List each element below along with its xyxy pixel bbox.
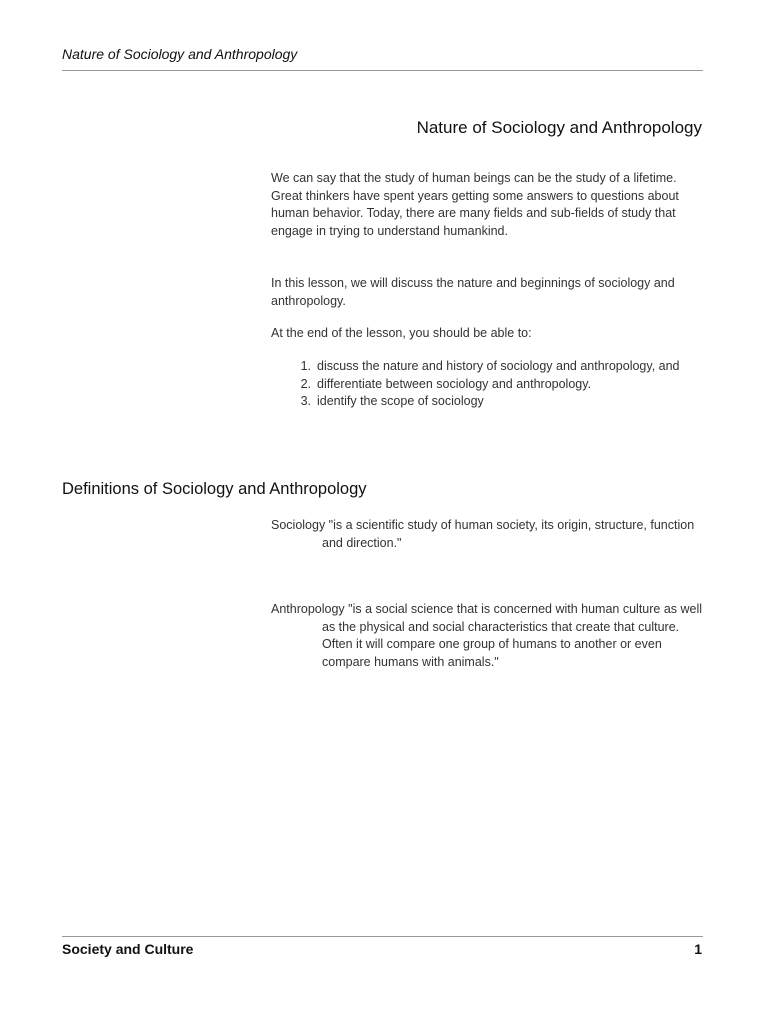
list-item	[271, 393, 703, 411]
list-item-number: 1.	[300, 359, 311, 373]
list-item-number: 3.	[300, 394, 311, 408]
lesson-paragraph: In this lesson, we will discuss the nature and beginnings of sociology and anthropology.	[271, 276, 675, 308]
list-item-text: identify the scope of sociology	[317, 394, 484, 408]
intro-paragraph: We can say that the study of human beings can be the study of a lifetime. Great thinkers have spent years getting some answers to questions about human behavior. Today, there are many fields and sub-fields of study that engage in trying to understand humankind.	[271, 171, 679, 238]
list-item-text: discuss the nature and history of sociology and anthropology, and	[317, 359, 680, 373]
sociology-definition: Sociology "is a scientific study of human society, its origin, structure, function and direction."	[271, 518, 695, 550]
section-heading: Definitions of Sociology and Anthropology	[62, 480, 367, 498]
page-number: 1	[694, 941, 702, 957]
list-item-number: 2.	[300, 376, 311, 391]
anthropology-definition: Anthropology "is a social science that is concerned with human culture as well as the physical and social characteristics that create that culture. Often it will compare one group of humans to another or even compare humans with animals."	[271, 602, 703, 669]
list-item	[271, 376, 703, 394]
list-item	[271, 358, 703, 376]
footer-title: Society and Culture	[62, 941, 194, 957]
list-item-text: differentiate between sociology and anthropology.	[317, 376, 592, 391]
objectives-list	[271, 358, 703, 411]
footer-divider	[62, 936, 703, 937]
header-divider	[62, 70, 703, 71]
running-header-title: Nature of Sociology and Anthropology	[62, 46, 298, 62]
page-title: Nature of Sociology and Anthropology	[416, 118, 702, 137]
objectives-intro: At the end of the lesson, you should be able to:	[271, 326, 532, 340]
